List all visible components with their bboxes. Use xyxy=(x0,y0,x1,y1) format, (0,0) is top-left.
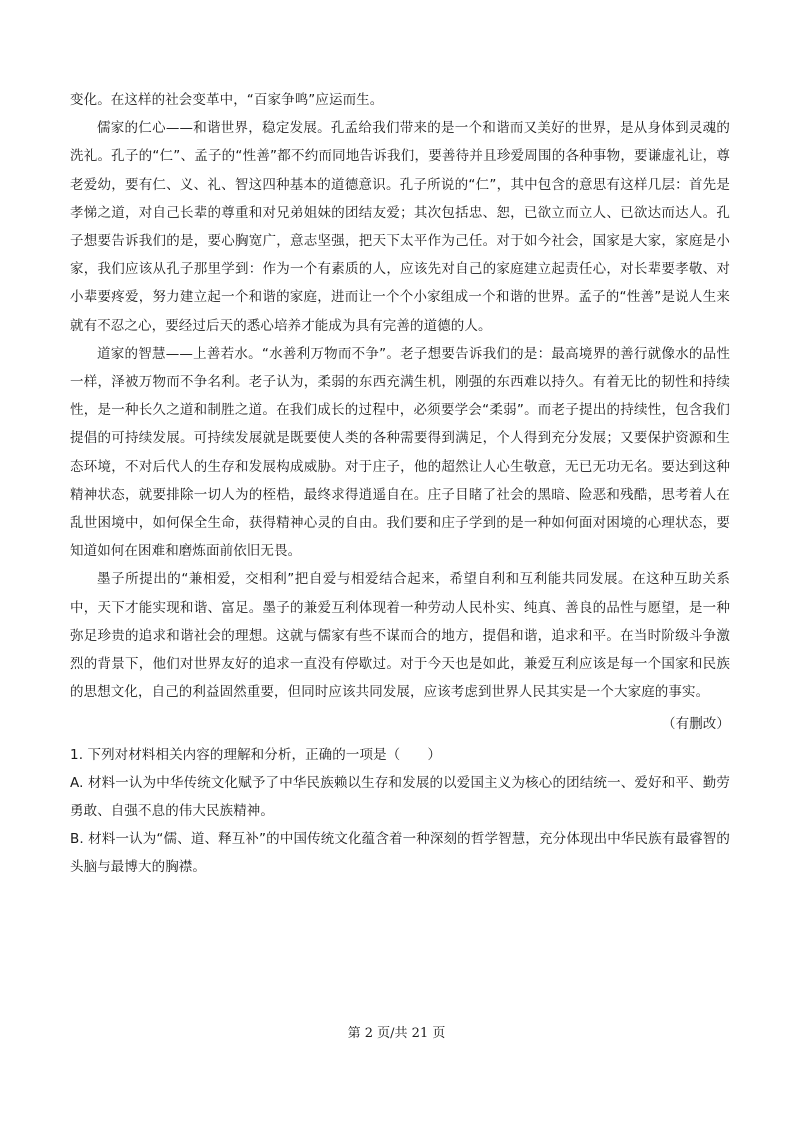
paragraph-mohism: 墨子所提出的“兼相爱，交相利”把自爱与相爱结合起来，希望自利和互利能共同发展。在这种互助关系中，天下才能实现和谐、富足。墨子的兼爱互利体现着一种劳动人民朴实、纯真、善良的品性与愿望，是一种弥足珍贵的追求和谐社会的理想。这就与儒家有些不谋而合的地方，提倡和谐，追求和平。在当时阶级斗争激烈的背景下，他们对世界友好的追求一直没有停歇过。对于今天也是如此，兼爱互利应该是每一个国家和民族的思想文化，自己的利益固然重要，但同时应该共同发展，应该考虑到世界人民其实是一个大家庭的事实。 xyxy=(70,571,730,701)
paragraph-taoism: 道家的智慧——上善若水。“水善利万物而不争”。老子想要告诉我们的是：最高境界的善行就像水的品性一样，泽被万物而不争名利。老子认为，柔弱的东西充满生机，刚强的东西难以持久。有着无比的韧性和持续性，是一种长久之道和制胜之道。在我们成长的过程中，必须要学会“柔弱”。而老子提出的持续性，包含我们提倡的可持续发展。可持续发展就是既要使人类的各种需要得到满足，个人得到充分发展；又要保护资源和生态环境，不对后代人的生存和发展构成威胁。对于庄子，他的超然让人心生敬意，无已无功无名。要达到这种精神状态，就要排除一切人为的桎梏，最终求得逍遥自在。庄子目睹了社会的黑暗、险恶和残酷，思考着人在乱世困境中，如何保全生命，获得精神心灵的自由。我们要和庄子学到的是一种如何面对困境的心理状态，要知道如何在困难和磨炼面前依旧无畏。 xyxy=(70,345,730,560)
option-a: A. 材料一认为中华传统文化赋予了中华民族赖以生存和发展的以爱国主义为核心的团结统一、爱好和平、勤劳勇敢、自强不息的伟大民族精神。 xyxy=(70,774,730,820)
option-b: B. 材料一认为“儒、道、释互补”的中国传统文化蕴含着一种深刻的哲学智慧，充分体现出中华民族有最睿智的头脑与最博大的胸襟。 xyxy=(70,831,730,876)
question-stem: 1. 下列对材料相关内容的理解和分析，正确的一项是（ ） xyxy=(70,746,442,763)
paragraph-confucianism: 儒家的仁心——和谐世界，稳定发展。孔孟给我们带来的是一个和谐而又美好的世界，是从身体到灵魂的洗礼。孔子的“仁”、孟子的“性善”都不约而同地告诉我们，要善待并且珍爱周围的各种事物，要谦虚礼让，尊老爱幼，要有仁、义、礼、智这四种基本的道德意识。孔子所说的“仁”，其中包含的意思有这样几层：首先是孝悌之道，对自己长辈的尊重和对兄弟姐妹的团结友爱；其次包括忠、恕，已欲立而立人、已欲达而达人。孔子想要告诉我们的是，要心胸宽广，意志坚强，把天下太平作为己任。对于如今社会，国家是大家，家庭是小家，我们应该从孔子那里学到：作为一个有素质的人，应该先对自己的家庭建立起责任心，对长辈要孝敬、对小辈要疼爱，努力建立起一个和谐的家庭，进而让一个个小家组成一个和谐的世界。孟子的“性善”是说人生来就有不忍之心，要经过后天的悉心培养才能成为具有完善的道德的人。 xyxy=(70,120,730,334)
paragraph-continuation: 变化。在这样的社会变革中，“百家争鸣”应运而生。 xyxy=(70,92,384,108)
source-note: （有删改） xyxy=(662,716,730,733)
document-page xyxy=(70,86,730,882)
page-number: 第 2 页/共 21 页 xyxy=(347,1026,446,1041)
